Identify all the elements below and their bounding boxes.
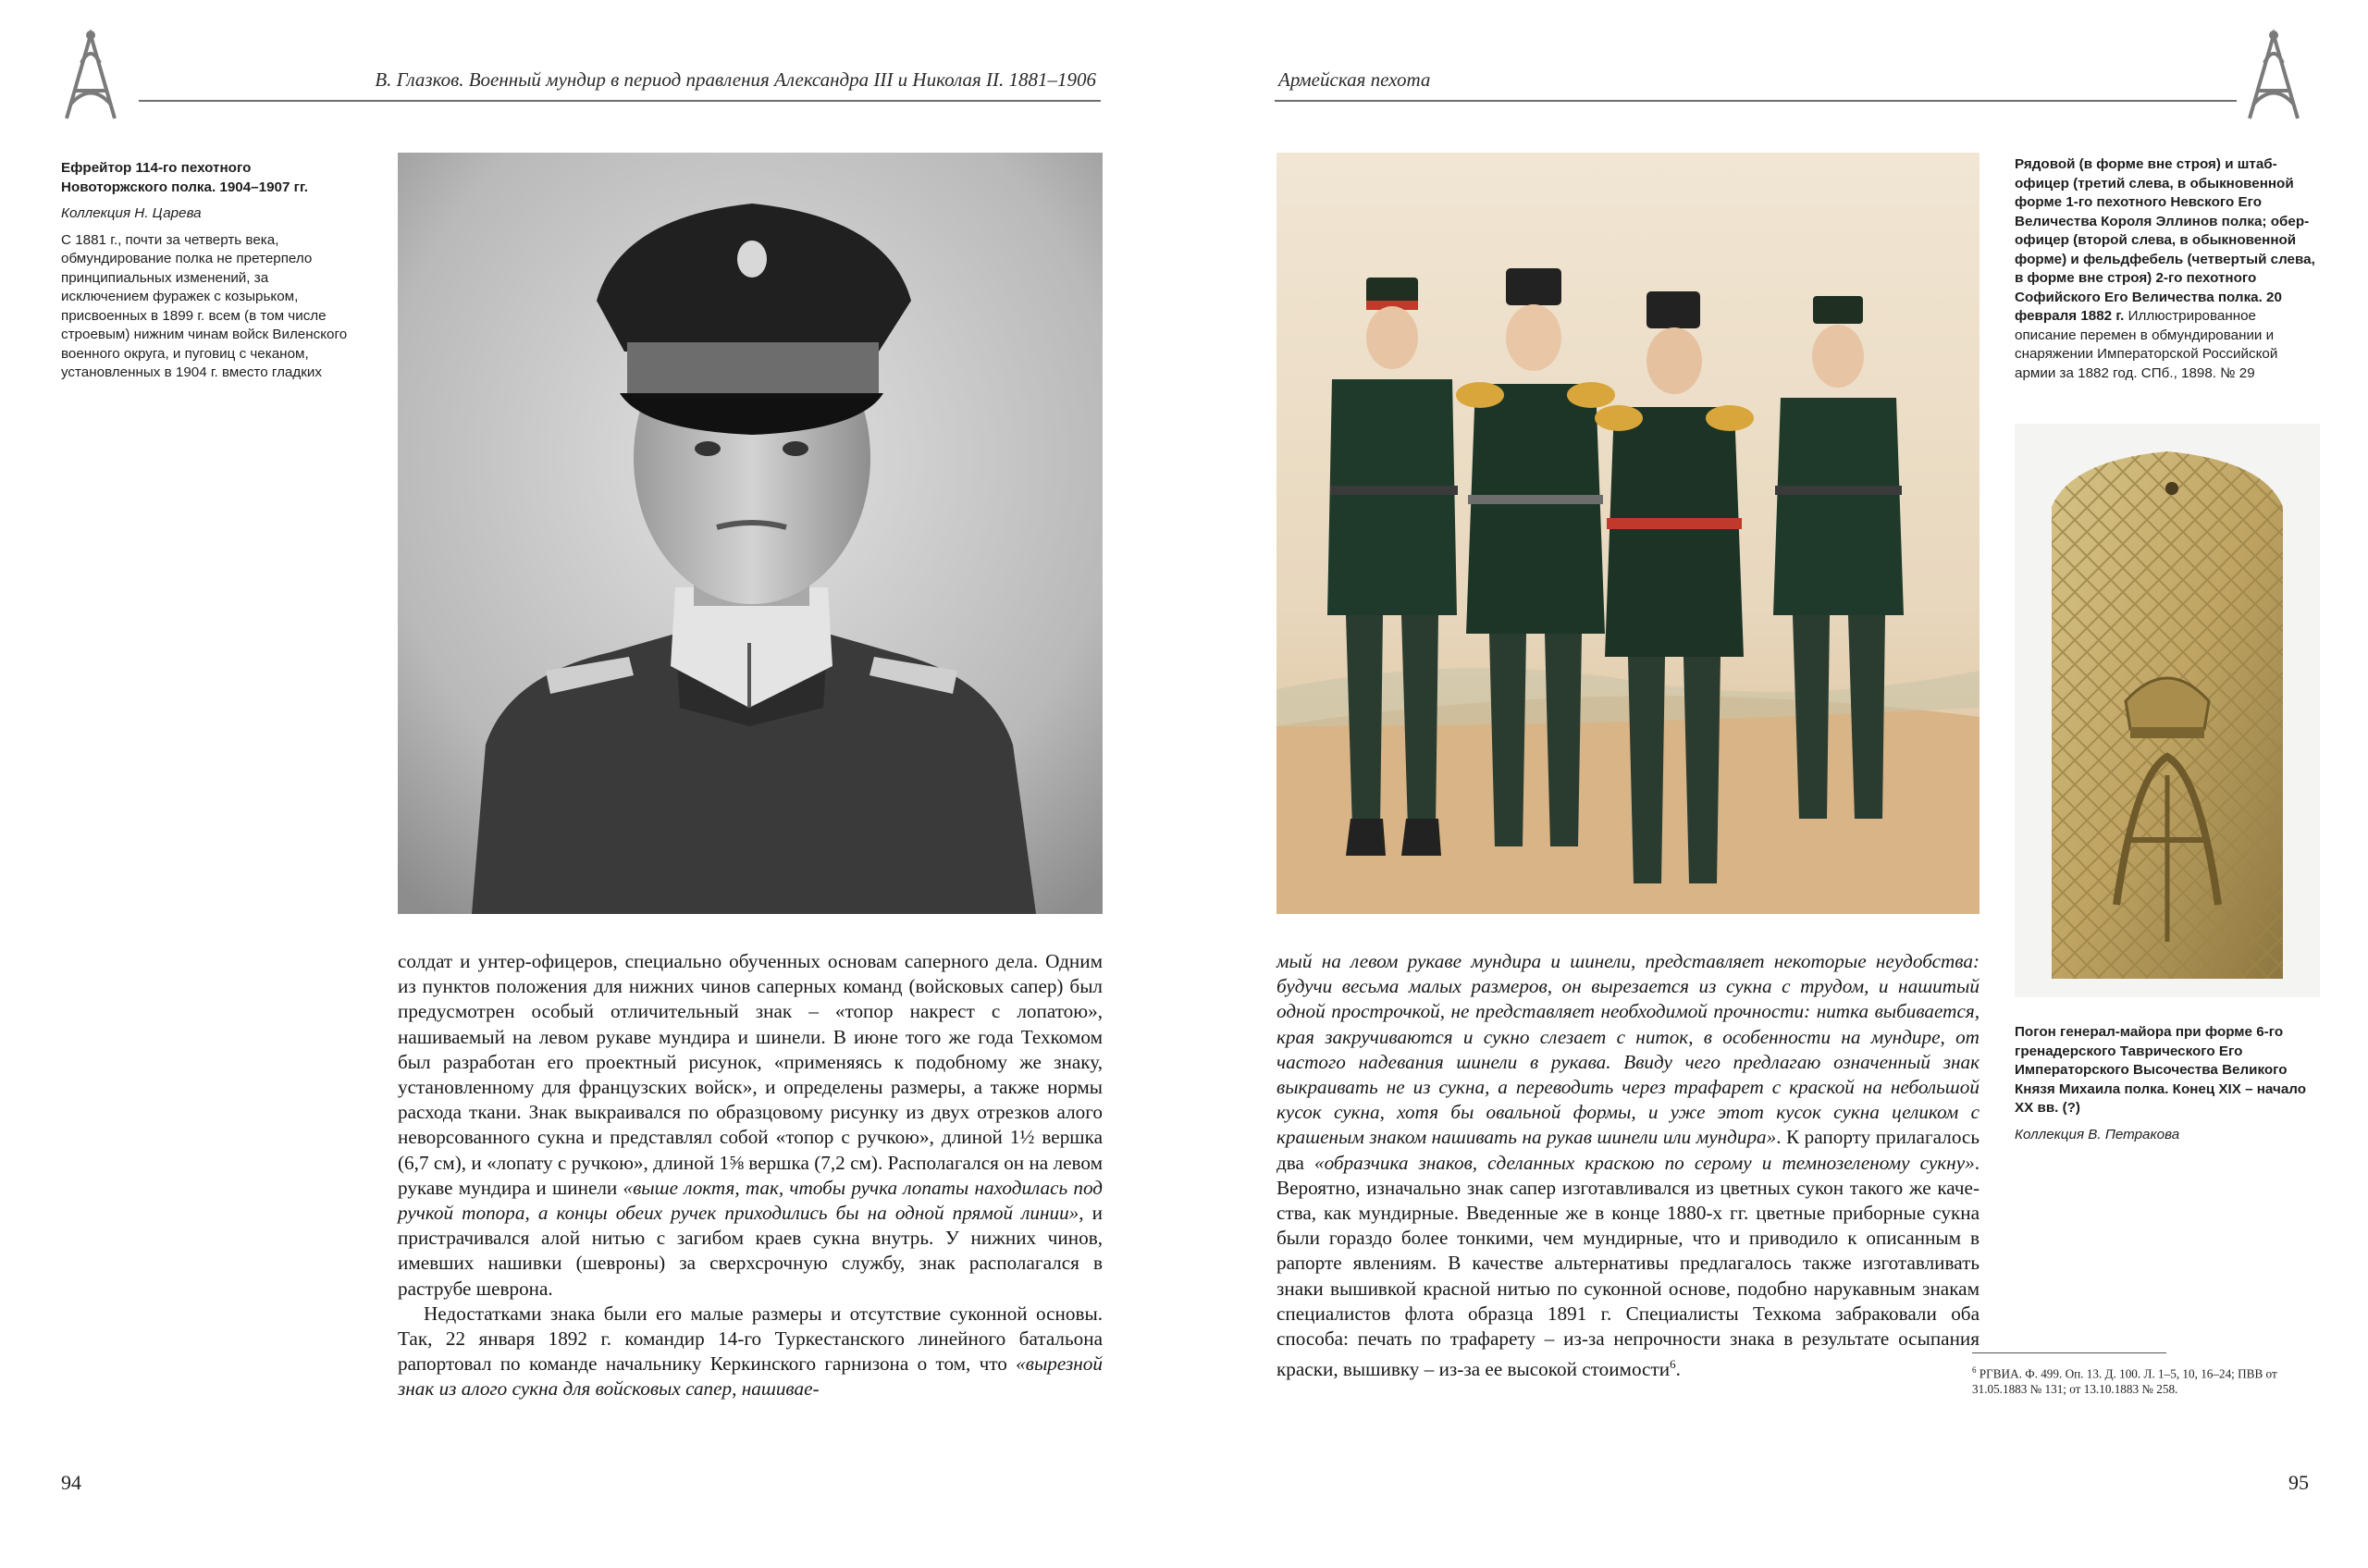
caption-title: Погон генерал-майора при форме 6-го гренадерского Таврического Его Императорского Высочества Великого Князя Михаила полка. Конец XIX – начало XX вв. (?) [2015, 1024, 2306, 1116]
illustration-caption [2015, 155, 2320, 383]
page-number-right: 95 [2288, 1471, 2309, 1494]
running-head-right: Армейская пехота [1278, 68, 1431, 91]
footnote: $^6$ РГВИА. Ф. 499. Оп. 13. Д. 100. Л. 1–5, 10, 16–24; ПВВ от 31.05.1883 № 131; от 13.10.1883 № 258. [1972, 1365, 2277, 1397]
page-number-left: 94 [61, 1471, 81, 1494]
imperial-monogram-logo-icon [54, 26, 128, 128]
caption-title: Ефрейтор 114-го пехотного Новоторжского полка. 1904–1907 гг. [61, 160, 308, 195]
header-rule [139, 100, 1101, 102]
paragraph: мый на левом рукаве мундира и шинели, представляет некоторые неудобства: будучи весьма малых размеров, он вырезается из сукна с трудом, и нашитый одной прострочкой, не представляет необходимой прочности: нитка выбивается, края закручиваются и сукно слезает с ниток, в особенности на мундире, от частого надевания шинели в рукава. Ввиду чего предлагаю означенный знак выкраивать не из сукна, а переводить через трафарет с краской на небольшой кусок сукна, хотя бы овальной формы, и уже этот кусок сукна целиком с крашеным знаком нашивать на рукав шинели или мундира». К рапорту прилагалось два «образчика знаков, сделанных краскою по серому и темнозеленому сукну». Вероятно, изначально знак сапер изготавливался из цветных сукон такого же качества, как мундирные. Введенные же в конце 1880-х гг. цветные приборные сукна были гораздо более тонкими, чем мундирные, что и приводило к описанным в рапорте явлениям. В качестве альтернативы предлагалось также изготавливать знаки вышивкой красной нитью по суконной основе, подобно нарукавным знакам специалистов флота образца 1891 г. Специалисты Техкома забраковали оба способа: печать по трафарету – из-за непрочности знака в результате осыпания краски, вышивку – из-за ее высокой стоимости$^6$. [1276, 950, 1980, 1381]
caption-source: Иллюстрированное описание перемен в обмундировании и снаряжении Императорской Российской армии за 1882 год. СПб., 1898. № 29 [2015, 308, 2278, 381]
right-text-column [1276, 949, 1980, 1383]
header-rule [1275, 100, 2237, 102]
footnote-rule [1972, 1352, 2166, 1353]
corporal-portrait-photo [398, 153, 1103, 914]
paragraph: солдат и унтер-офицеров, специально обученных основам саперного дела. Одним из пунктов положения для нижних чинов саперных команд (войсковых сапер) был предусмотрен особый отличительный знак – «топор накрест с лопатою», нашиваемый на левом рукаве мундира и шинели. В июне того же года Техкомом был разработан его проектный рисунок, «применяясь к подобному же знаку, установленному для французских войск», и определены размеры, а также нормы расхода ткани. Знак выкраивался по образцовому рисунку из двух отрезков алого неворсованного сукна и представлял собой «топор с ручкою», длиной 1½ вершка (6,7 см), и «лопату с ручкою», длиной 1⅝ вершка (7,2 см). Располагался он на левом рукаве мундира и шинели «выше локтя, так, чтобы ручка лопаты находилась под ручкой топора, а концы обеих ручек приходились бы на одной прямой линии», и пристрачивался алой нитью с загибом краев сукна внутрь. У нижних чинов, имевших нашивки (шевроны) за сверхсрочную службу, знак располагался в раструбе шеврона. [398, 950, 1104, 1300]
shoulder-strap-caption [2015, 1023, 2320, 1144]
paragraph: Недостатками знака были его малые размеры и отсутствие суконной основы. Так, 22 января 1892 г. командир 14-го Туркестанского линейного батальона рапортовал по команде начальнику Керкинского гарнизона о том, что «вырезной знак из алого сукна для войсковых сапер, нашивае- [398, 1302, 1103, 1401]
caption-collection: Коллекция В. Петракова [2015, 1126, 2180, 1142]
shoulder-strap-photo [2015, 424, 2320, 997]
caption-body: С 1881 г., почти за четверть века, обмундирование полка не претерпело принципиальных изменений, за исключением фуражек с козырьком, присвоенных в 1899 г. всем (в том числе строевым) нижним чинам войск Виленского военного округа, и пуговиц с чеканом, установленных в 1904 г. вместо гладких [61, 231, 348, 380]
left-text-column [398, 949, 1103, 1402]
caption-collection: Коллекция Н. Царева [61, 205, 202, 221]
left-photo-caption [61, 159, 353, 383]
caption-title: Рядовой (в форме вне строя) и штаб-офицер (третий слева, в обыкновенной форме 1-го пехотного Невского Его Величества Короля Эллинов полка; обер-офицер (второй слева, в обыкновенной форме) и фельдфебель (четвертый слева, в форме вне строя) 2-го пехотного Софийского Его Величества полка. 20 февраля 1882 г. [2015, 156, 2315, 324]
imperial-monogram-logo-icon [2237, 26, 2311, 128]
four-soldiers-illustration [1276, 153, 1980, 914]
running-head-left: В. Глазков. Военный мундир в период правления Александра III и Николая II. 1881–1906 [375, 68, 1096, 91]
